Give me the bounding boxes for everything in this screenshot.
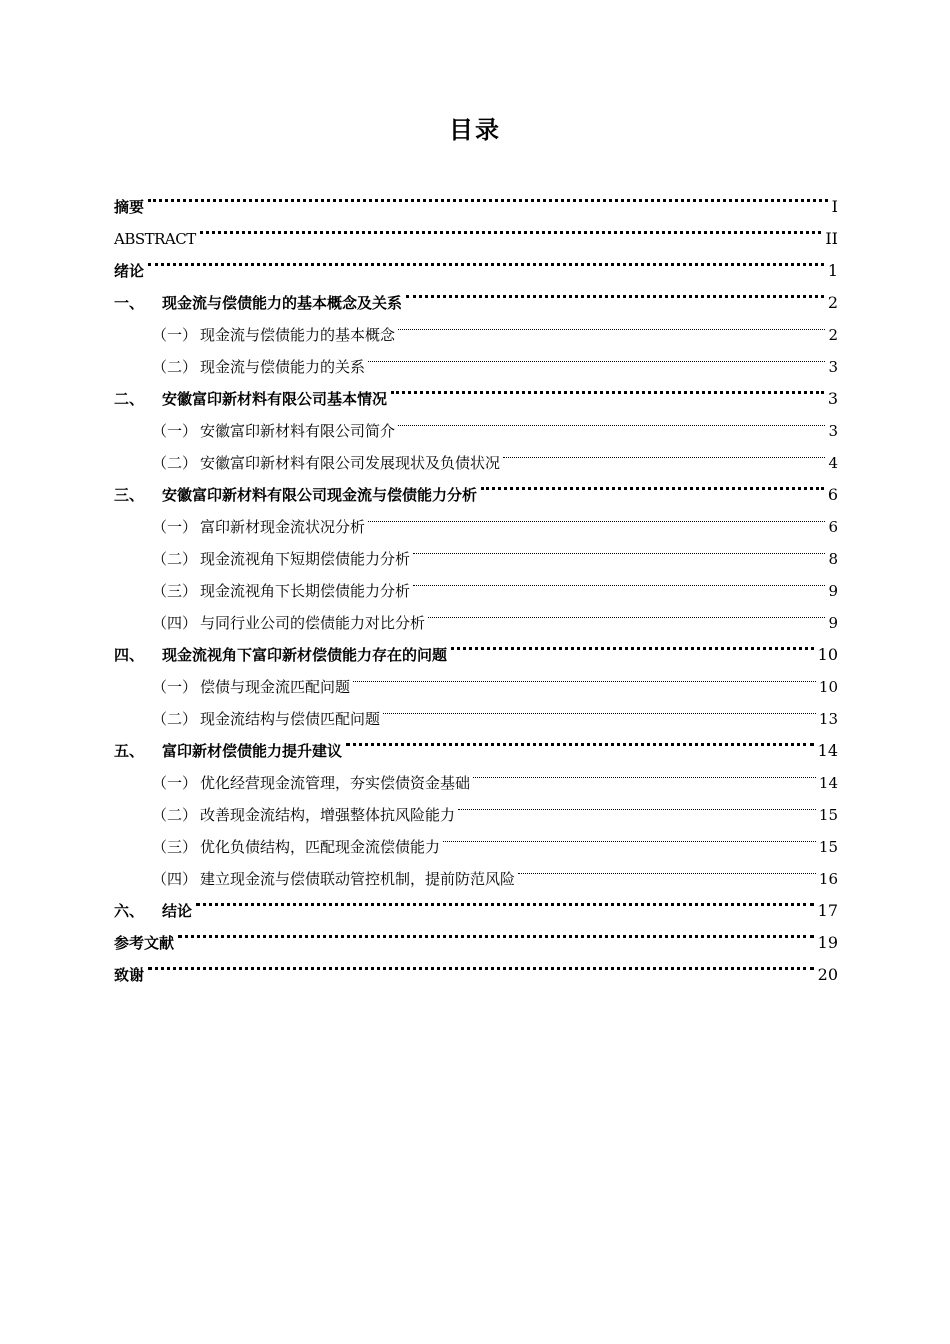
toc-entry-title: 现金流与偿债能力的基本概念及关系 xyxy=(162,294,403,312)
toc-entry-number: （一） xyxy=(152,518,198,536)
toc-dot-leader xyxy=(200,212,822,244)
toc-entry-title: 现金流视角下短期偿债能力分析 xyxy=(200,550,411,568)
toc-entry-number: （一） xyxy=(152,678,198,696)
toc-entry-number: （四） xyxy=(152,870,198,888)
toc-dot-leader xyxy=(353,660,816,692)
toc-entry-title: 现金流与偿债能力的关系 xyxy=(200,358,366,376)
toc-dot-leader xyxy=(473,756,816,788)
toc-entry-page-number: 14 xyxy=(817,741,838,760)
toc-entry-title: 富印新材现金流状况分析 xyxy=(200,518,366,536)
toc-entry-page-number: 4 xyxy=(828,454,838,472)
toc-dot-leader xyxy=(458,788,816,820)
toc-entry-page-number: 3 xyxy=(827,389,838,408)
toc-entry-number: （一） xyxy=(152,774,198,792)
toc-dot-leader xyxy=(413,564,825,596)
toc-dot-leader xyxy=(148,948,814,980)
toc-dot-leader xyxy=(443,820,816,852)
toc-entry-chapter[interactable] xyxy=(114,916,838,952)
toc-entry-title: 参考文献 xyxy=(114,934,175,952)
toc-entry-page-number: 6 xyxy=(828,518,838,536)
toc-entry-number: （二） xyxy=(152,454,198,472)
toc-entry-page-number: 3 xyxy=(828,422,838,440)
toc-entry-page-number: 20 xyxy=(817,965,838,984)
toc-entry-title: 摘要 xyxy=(114,198,145,216)
toc-entry-page-number: 6 xyxy=(827,485,838,504)
toc-entry-number: （二） xyxy=(152,358,198,376)
toc-entry-number: 五、 xyxy=(114,742,145,760)
toc-entry-page-number: 10 xyxy=(817,645,838,664)
toc-entry-number: （三） xyxy=(152,838,198,856)
toc-entry-title: 安徽富印新材料有限公司现金流与偿债能力分析 xyxy=(162,486,478,504)
toc-entry-chapter[interactable] xyxy=(114,180,838,216)
toc-entry-title: 绪论 xyxy=(114,262,145,280)
toc-entry-title: 安徽富印新材料有限公司基本情况 xyxy=(162,390,388,408)
toc-dot-leader xyxy=(428,596,825,628)
toc-entry-page-number: 15 xyxy=(818,838,838,856)
toc-entry-title: 结论 xyxy=(162,902,193,920)
toc-entry-title: 建立现金流与偿债联动管控机制，提前防范风险 xyxy=(200,870,516,888)
toc-list xyxy=(114,180,838,984)
toc-title: 目录 xyxy=(449,116,501,144)
toc-entry-title: 现金流结构与偿债匹配问题 xyxy=(200,710,381,728)
toc-entry-page-number: 19 xyxy=(817,933,838,952)
toc-entry-title: 致谢 xyxy=(114,966,145,984)
toc-entry-page-number: 2 xyxy=(827,293,838,312)
toc-entry-title: ABSTRACT xyxy=(114,230,196,248)
toc-dot-leader xyxy=(451,628,814,660)
toc-entry-chapter[interactable] xyxy=(114,244,838,280)
toc-entry-page-number: 9 xyxy=(828,614,838,632)
toc-entry-title: 改善现金流结构，增强整体抗风险能力 xyxy=(200,806,456,824)
toc-dot-leader xyxy=(391,372,824,404)
toc-entry-page-number: II xyxy=(825,229,838,248)
toc-dot-leader xyxy=(383,692,816,724)
toc-entry-title: 安徽富印新材料有限公司简介 xyxy=(200,422,396,440)
toc-dot-leader xyxy=(148,244,824,276)
toc-entry-chapter[interactable] xyxy=(114,948,838,984)
toc-dot-leader xyxy=(503,436,825,468)
toc-dot-leader xyxy=(196,884,814,916)
toc-entry-number: 二、 xyxy=(114,390,145,408)
toc-entry-number: （三） xyxy=(152,582,198,600)
toc-dot-leader xyxy=(398,404,825,436)
toc-dot-leader xyxy=(148,180,828,212)
toc-entry-number: （一） xyxy=(152,326,198,344)
toc-entry-title: 优化负债结构，匹配现金流偿债能力 xyxy=(200,838,441,856)
toc-entry-title: 现金流视角下富印新材偿债能力存在的问题 xyxy=(162,646,448,664)
toc-entry-page-number: I xyxy=(831,197,838,216)
toc-entry-page-number: 17 xyxy=(817,901,838,920)
toc-dot-leader xyxy=(346,724,814,756)
toc-dot-leader xyxy=(481,468,824,500)
toc-dot-leader xyxy=(368,500,825,532)
toc-entry-page-number: 14 xyxy=(818,774,838,792)
toc-entry-number: （一） xyxy=(152,422,198,440)
toc-entry-page-number: 8 xyxy=(828,550,838,568)
toc-entry-chapter[interactable] xyxy=(114,884,838,920)
toc-entry-number: 一、 xyxy=(114,294,145,312)
toc-entry-page-number: 3 xyxy=(828,358,838,376)
toc-dot-leader xyxy=(406,276,824,308)
toc-entry-number: （二） xyxy=(152,806,198,824)
toc-entry-page-number: 15 xyxy=(818,806,838,824)
toc-entry-chapter[interactable] xyxy=(114,276,838,312)
toc-entry-title: 偿债与现金流匹配问题 xyxy=(200,678,351,696)
toc-dot-leader xyxy=(518,852,816,884)
toc-entry-number: （二） xyxy=(152,550,198,568)
toc-entry-number: 四、 xyxy=(114,646,145,664)
toc-entry-page-number: 16 xyxy=(818,870,838,888)
toc-entry-page-number: 9 xyxy=(828,582,838,600)
toc-entry-number: （二） xyxy=(152,710,198,728)
toc-dot-leader xyxy=(368,340,825,372)
toc-entry-title: 与同行业公司的偿债能力对比分析 xyxy=(200,614,426,632)
toc-entry-number: 三、 xyxy=(114,486,145,504)
toc-entry-page-number: 2 xyxy=(828,326,838,344)
toc-entry-page-number: 10 xyxy=(818,678,838,696)
toc-dot-leader xyxy=(413,532,825,564)
toc-entry-title: 现金流与偿债能力的基本概念 xyxy=(200,326,396,344)
toc-entry-title: 安徽富印新材料有限公司发展现状及负债状况 xyxy=(200,454,501,472)
toc-entry-number: （四） xyxy=(152,614,198,632)
toc-entry-number: 六、 xyxy=(114,902,145,920)
toc-entry-chapter[interactable] xyxy=(114,212,838,248)
toc-entry-title: 富印新材偿债能力提升建议 xyxy=(162,742,343,760)
toc-entry-page-number: 13 xyxy=(818,710,838,728)
toc-entry-title: 现金流视角下长期偿债能力分析 xyxy=(200,582,411,600)
toc-entry-page-number: 1 xyxy=(827,261,838,280)
toc-entry-title: 优化经营现金流管理，夯实偿债资金基础 xyxy=(200,774,471,792)
toc-dot-leader xyxy=(178,916,814,948)
toc-dot-leader xyxy=(398,308,825,340)
